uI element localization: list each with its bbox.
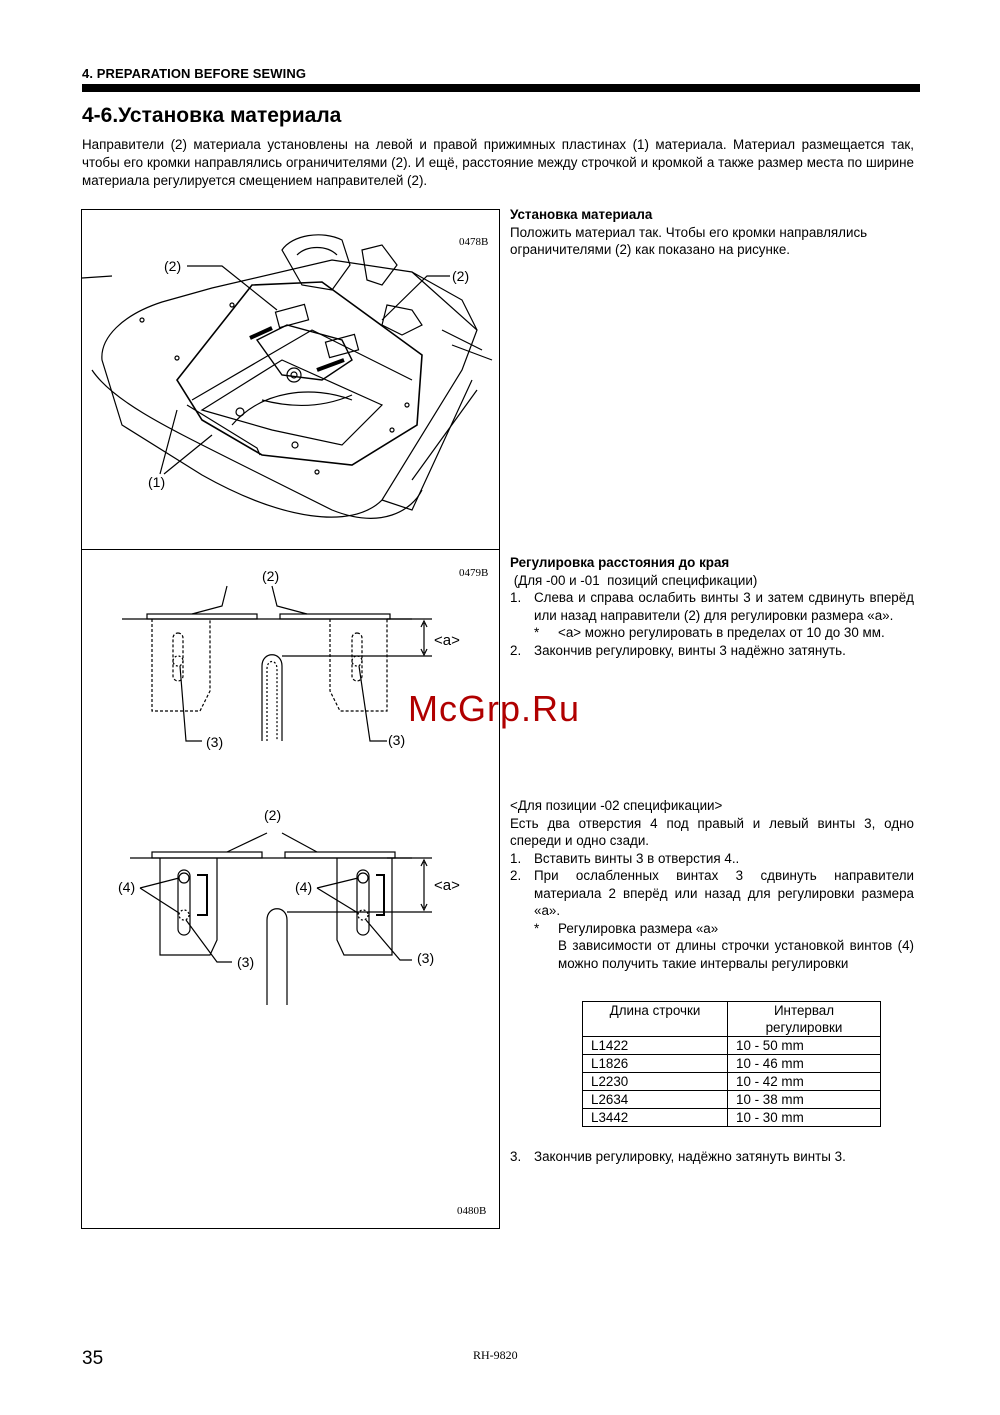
section-heading: <Для позиции -02 спецификации> bbox=[510, 798, 723, 813]
figure-edge-adjust bbox=[82, 551, 498, 771]
model-name: RH-9820 bbox=[473, 1348, 518, 1362]
label-3: (3) bbox=[388, 732, 406, 748]
table-row bbox=[583, 1073, 881, 1091]
list-text: Вставить винты 3 в отверстия 4.. bbox=[534, 850, 740, 866]
table-cell: 10 - 50 mm bbox=[728, 1037, 881, 1055]
table-cell: 10 - 46 mm bbox=[728, 1055, 881, 1073]
label-2: (2) bbox=[262, 568, 280, 584]
section-body: Положить материал так. Чтобы его кромки направлялись ограничителями (2) как показано на рисунке. bbox=[510, 224, 868, 257]
list-number: 1. bbox=[510, 590, 522, 605]
list-item bbox=[510, 867, 914, 920]
table-row bbox=[583, 1037, 881, 1055]
label-3: (3) bbox=[206, 734, 224, 750]
label-2: (2) bbox=[264, 807, 282, 823]
list-number: 2. bbox=[510, 642, 522, 658]
note bbox=[510, 920, 914, 938]
table-header-cell: Длина строчки bbox=[583, 1002, 728, 1037]
figure-material-setup bbox=[82, 210, 498, 548]
label-4: (4) bbox=[295, 879, 313, 895]
figure-divider bbox=[81, 549, 499, 550]
table-row bbox=[583, 1091, 881, 1109]
list-item bbox=[510, 1148, 914, 1166]
note-text: <a> можно регулировать в пределах от 10 до 30 мм. bbox=[558, 625, 885, 640]
header-rule bbox=[82, 84, 920, 92]
list-number: 1. bbox=[510, 850, 522, 866]
section-body: Есть два отверстия 4 под правый и левый винты 3, одно спереди и одно сзади. bbox=[510, 815, 914, 848]
section-heading: Установка материала bbox=[510, 207, 653, 222]
table-header-row bbox=[583, 1002, 881, 1037]
figure-code: 0478B bbox=[459, 236, 489, 248]
table-cell: L2634 bbox=[583, 1091, 728, 1109]
note-star: * bbox=[534, 625, 540, 640]
section-edge-adjust bbox=[510, 554, 914, 659]
section-header: 4. PREPARATION BEFORE SEWING bbox=[82, 66, 307, 81]
list-item bbox=[510, 642, 914, 660]
table-cell: L3442 bbox=[583, 1109, 728, 1127]
figure-hole-adjust bbox=[82, 800, 498, 1010]
section-subheading: (Для -00 и -01 позиций спецификации) bbox=[510, 572, 758, 588]
figure-code: 0480B bbox=[457, 1205, 487, 1217]
section-spec-02 bbox=[510, 797, 914, 972]
section-material-setup bbox=[510, 206, 914, 259]
section-heading: Регулировка расстояния до края bbox=[510, 555, 730, 570]
note-title: Регулировка размера «a» bbox=[558, 920, 719, 936]
label-1: (1) bbox=[148, 474, 166, 490]
list-item bbox=[510, 850, 914, 868]
table-cell: L1826 bbox=[583, 1055, 728, 1073]
label-3: (3) bbox=[417, 950, 435, 966]
table-header-cell: Интервал регулировки bbox=[728, 1002, 881, 1037]
label-2: (2) bbox=[164, 258, 182, 274]
table-row bbox=[583, 1109, 881, 1127]
table-cell: 10 - 38 mm bbox=[728, 1091, 881, 1109]
page-title: 4-6.Установка материала bbox=[82, 104, 342, 127]
list-text: Слева и справа ослабить винты 3 и затем сдвинуть вперёд или назад направители (2) для регулировки размера «a». bbox=[534, 590, 914, 623]
adjustment-table bbox=[582, 1001, 881, 1127]
table-cell: 10 - 42 mm bbox=[728, 1073, 881, 1091]
list-text: Закончив регулировку, винты 3 надёжно затянуть. bbox=[534, 642, 846, 658]
note-star: * bbox=[534, 920, 540, 936]
table-cell: L1422 bbox=[583, 1037, 728, 1055]
watermark: McGrp.Ru bbox=[408, 688, 581, 729]
table-row bbox=[583, 1055, 881, 1073]
note-body: В зависимости от длины строчки установкой винтов (4) можно получить такие интервалы регулировки bbox=[558, 938, 914, 971]
label-4: (4) bbox=[118, 879, 136, 895]
label-a: <a> bbox=[434, 632, 460, 649]
label-a: <a> bbox=[434, 877, 460, 894]
table-cell: 10 - 30 mm bbox=[728, 1109, 881, 1127]
note bbox=[510, 624, 914, 642]
table-cell: L2230 bbox=[583, 1073, 728, 1091]
list-number: 3. bbox=[510, 1149, 522, 1164]
page-number: 35 bbox=[82, 1348, 104, 1369]
list-item bbox=[510, 589, 914, 624]
label-3: (3) bbox=[237, 954, 255, 970]
figure-code: 0479B bbox=[459, 567, 489, 579]
list-number: 2. bbox=[510, 868, 522, 883]
list-text: Закончив регулировку, надёжно затянуть винты 3. bbox=[534, 1149, 846, 1164]
list-text: При ослабленных винтах 3 сдвинуть направители материала 2 вперёд или назад для регулировки размера «a». bbox=[534, 868, 914, 918]
intro-paragraph: Направители (2) материала установлены на левой и правой прижимных пластинах (1) материала. Материал размещается так, чтобы его кромки направлялись ограничителями (2). И ещё, расстояние между строчкой и кромкой а также размер места по ширине материала регулируется смещением направителей (2). bbox=[82, 137, 914, 188]
label-2: (2) bbox=[452, 268, 470, 284]
